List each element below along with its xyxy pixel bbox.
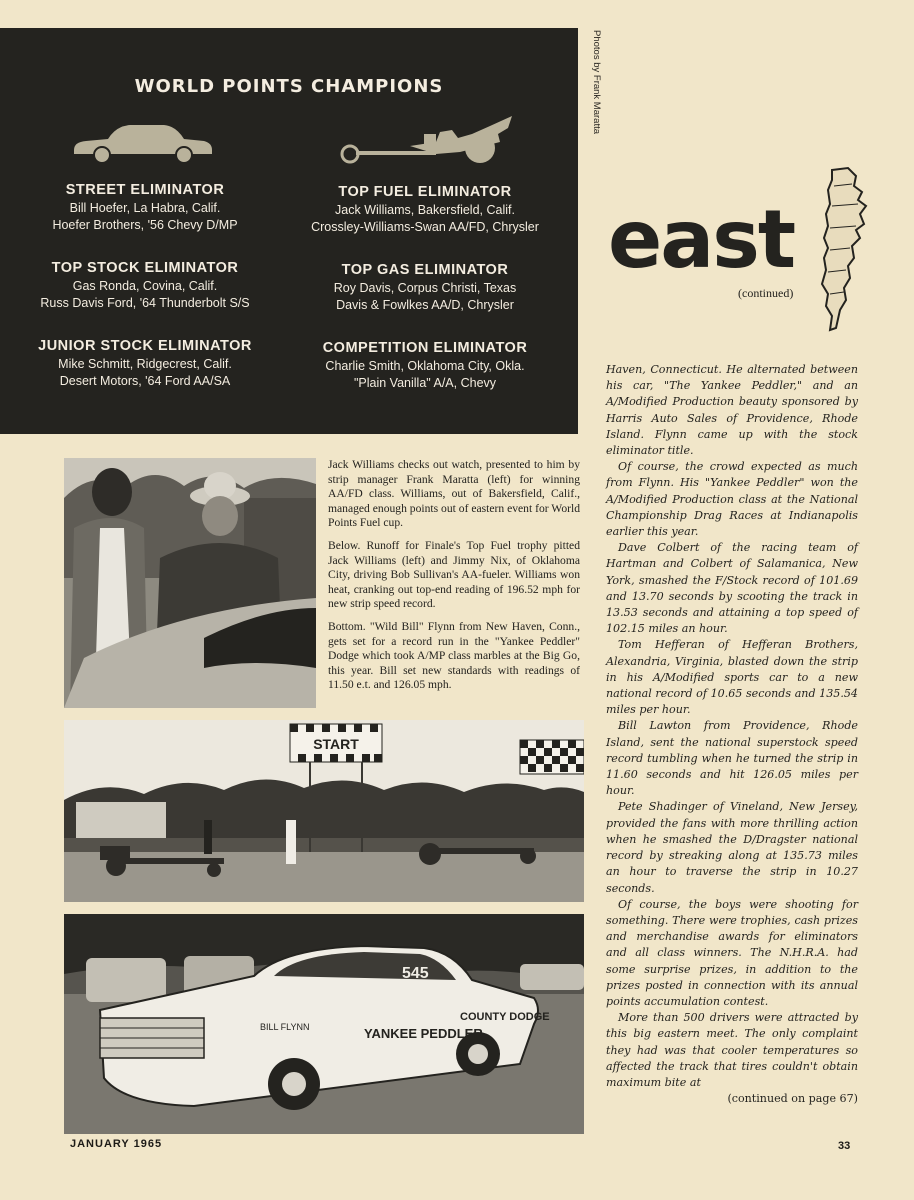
car-number: 545 [402,965,429,982]
east-coast-map-icon [818,166,870,334]
article-paragraph: Dave Colbert of the racing team of Hartman and Colbert of Salamanica, New York, smashed the F/Stock record of 101.69 and 13.70 seconds by scooting the track in 13.53 seconds and attaining a top speed of 102.15 miles an hour. [606,541,858,636]
article-paragraph: Pete Shadinger of Vineland, New Jersey, provided the fans with more thrilling action when he smashed the D/Dragster national record by streaking along at 135.73 miles an hour to traverse the strip in 10.27 seconds. [606,800,858,895]
champion-junior-stock: JUNIOR STOCK ELIMINATOR Mike Schmitt, Ridgecrest, Calif. Desert Motors, '64 Ford AA/SA [38,338,252,388]
car-dealer: COUNTY DODGE [460,1011,550,1023]
photo-captions [328,458,580,701]
champions-box [0,28,578,434]
champions-title: WORLD POINTS CHAMPIONS [134,76,444,97]
article-paragraph: More than 500 drivers were attracted by this big eastern meet. The only complaint they had was that cooler temperatures so affected the track that tires couldn't obtain maximum bite at [606,1011,858,1089]
article-paragraph: Tom Hefferan of Hefferan Brothers, Alexandria, Virginia, blasted down the strip in his A/Modified sports car to a new national record of 10.65 seconds and 135.54 miles per hour. [606,638,858,717]
photo-yankee-peddler [64,914,584,1134]
caption-flynn: Bottom. "Wild Bill" Flynn from New Haven, Conn., gets set for a record run in the "Yankee Peddler" Dodge which took A/MP class marbles at the Big Go, this year. Bill set new standards with readings of 11.50 e.t. and 126.05 mph. [328,619,580,692]
page-number: 33 [838,1140,851,1152]
article-paragraph: Bill Lawton from Providence, Rhode Island, sent the national superstock speed record tumbling when he turned the strip in 11.60 seconds and hit 126.05 miles per hour. [606,719,858,798]
continued-on-label: (continued on page 67) [727,1092,858,1106]
caption-runoff: Below. Runoff for Finale's Top Fuel trophy pitted Jack Williams (left) and Jimmy Nix, of Oklahoma City, driving Bob Sullivan's AA-fueler. Williams won heat, cranking out top-end reading of 196.52 mph for new strip speed record. [328,538,580,611]
article-paragraph: Of course, the boys were shooting for something. There were trophies, cash prizes and merchandise awards for eliminators and all class winners. The N.H.R.A. had some surprise prizes, in addition to the prizes posted in connection with its annual points accumulation contest. [606,897,858,1008]
article-body [606,362,858,1107]
champion-top-gas: TOP GAS ELIMINATOR Roy Davis, Corpus Christi, Texas Davis & Fowlkes AA/D, Chrysler [333,262,517,312]
car-driver: BILL FLYNN [260,1022,310,1032]
stock-car-silhouette-icon [72,120,214,166]
continued-label: (continued) [738,286,794,300]
champion-competition: COMPETITION ELIMINATOR Charlie Smith, Oklahoma City, Okla. "Plain Vanilla" A/A, Chevy [322,340,528,390]
caption-williams: Jack Williams checks out watch, presented to him by strip manager Frank Maratta (left) for winning AA/FD class. Williams, out of Bakersfield, Calif., managed enough points out of eastern event for World Points Fuel cup. [328,458,580,530]
photo-start-line [64,720,584,902]
champion-street: STREET ELIMINATOR Bill Hoefer, La Habra, Calif. Hoefer Brothers, '56 Chevy D/MP [52,182,238,232]
dragster-silhouette-icon [340,112,516,168]
photo-williams-maratta [64,458,316,708]
article-paragraph: Of course, the crowd expected as much from Flynn. His "Yankee Peddler" won the A/Modified Production class at the National Championship Drag Races at Indianapolis earlier this year. [606,460,858,539]
photo-credit: Photos by Frank Maratta [591,30,602,135]
champion-top-fuel: TOP FUEL ELIMINATOR Jack Williams, Bakersfield, Calif. Crossley-Williams-Swan AA/FD, Chrysler [311,184,539,234]
start-sign-text: START [313,736,359,752]
section-heading: east [608,193,795,286]
car-name: YANKEE PEDDLER [364,1026,483,1041]
issue-date: JANUARY 1965 [70,1138,163,1150]
article-paragraph: Haven, Connecticut. He alternated between his car, "The Yankee Peddler," and an A/Modified Production beauty sponsored by Harris Auto Sales of Providence, Rhode Island. Flynn came up with the stock eliminator title. [606,363,858,458]
champion-top-stock: TOP STOCK ELIMINATOR Gas Ronda, Covina, Calif. Russ Davis Ford, '64 Thunderbolt S/S [40,260,250,310]
